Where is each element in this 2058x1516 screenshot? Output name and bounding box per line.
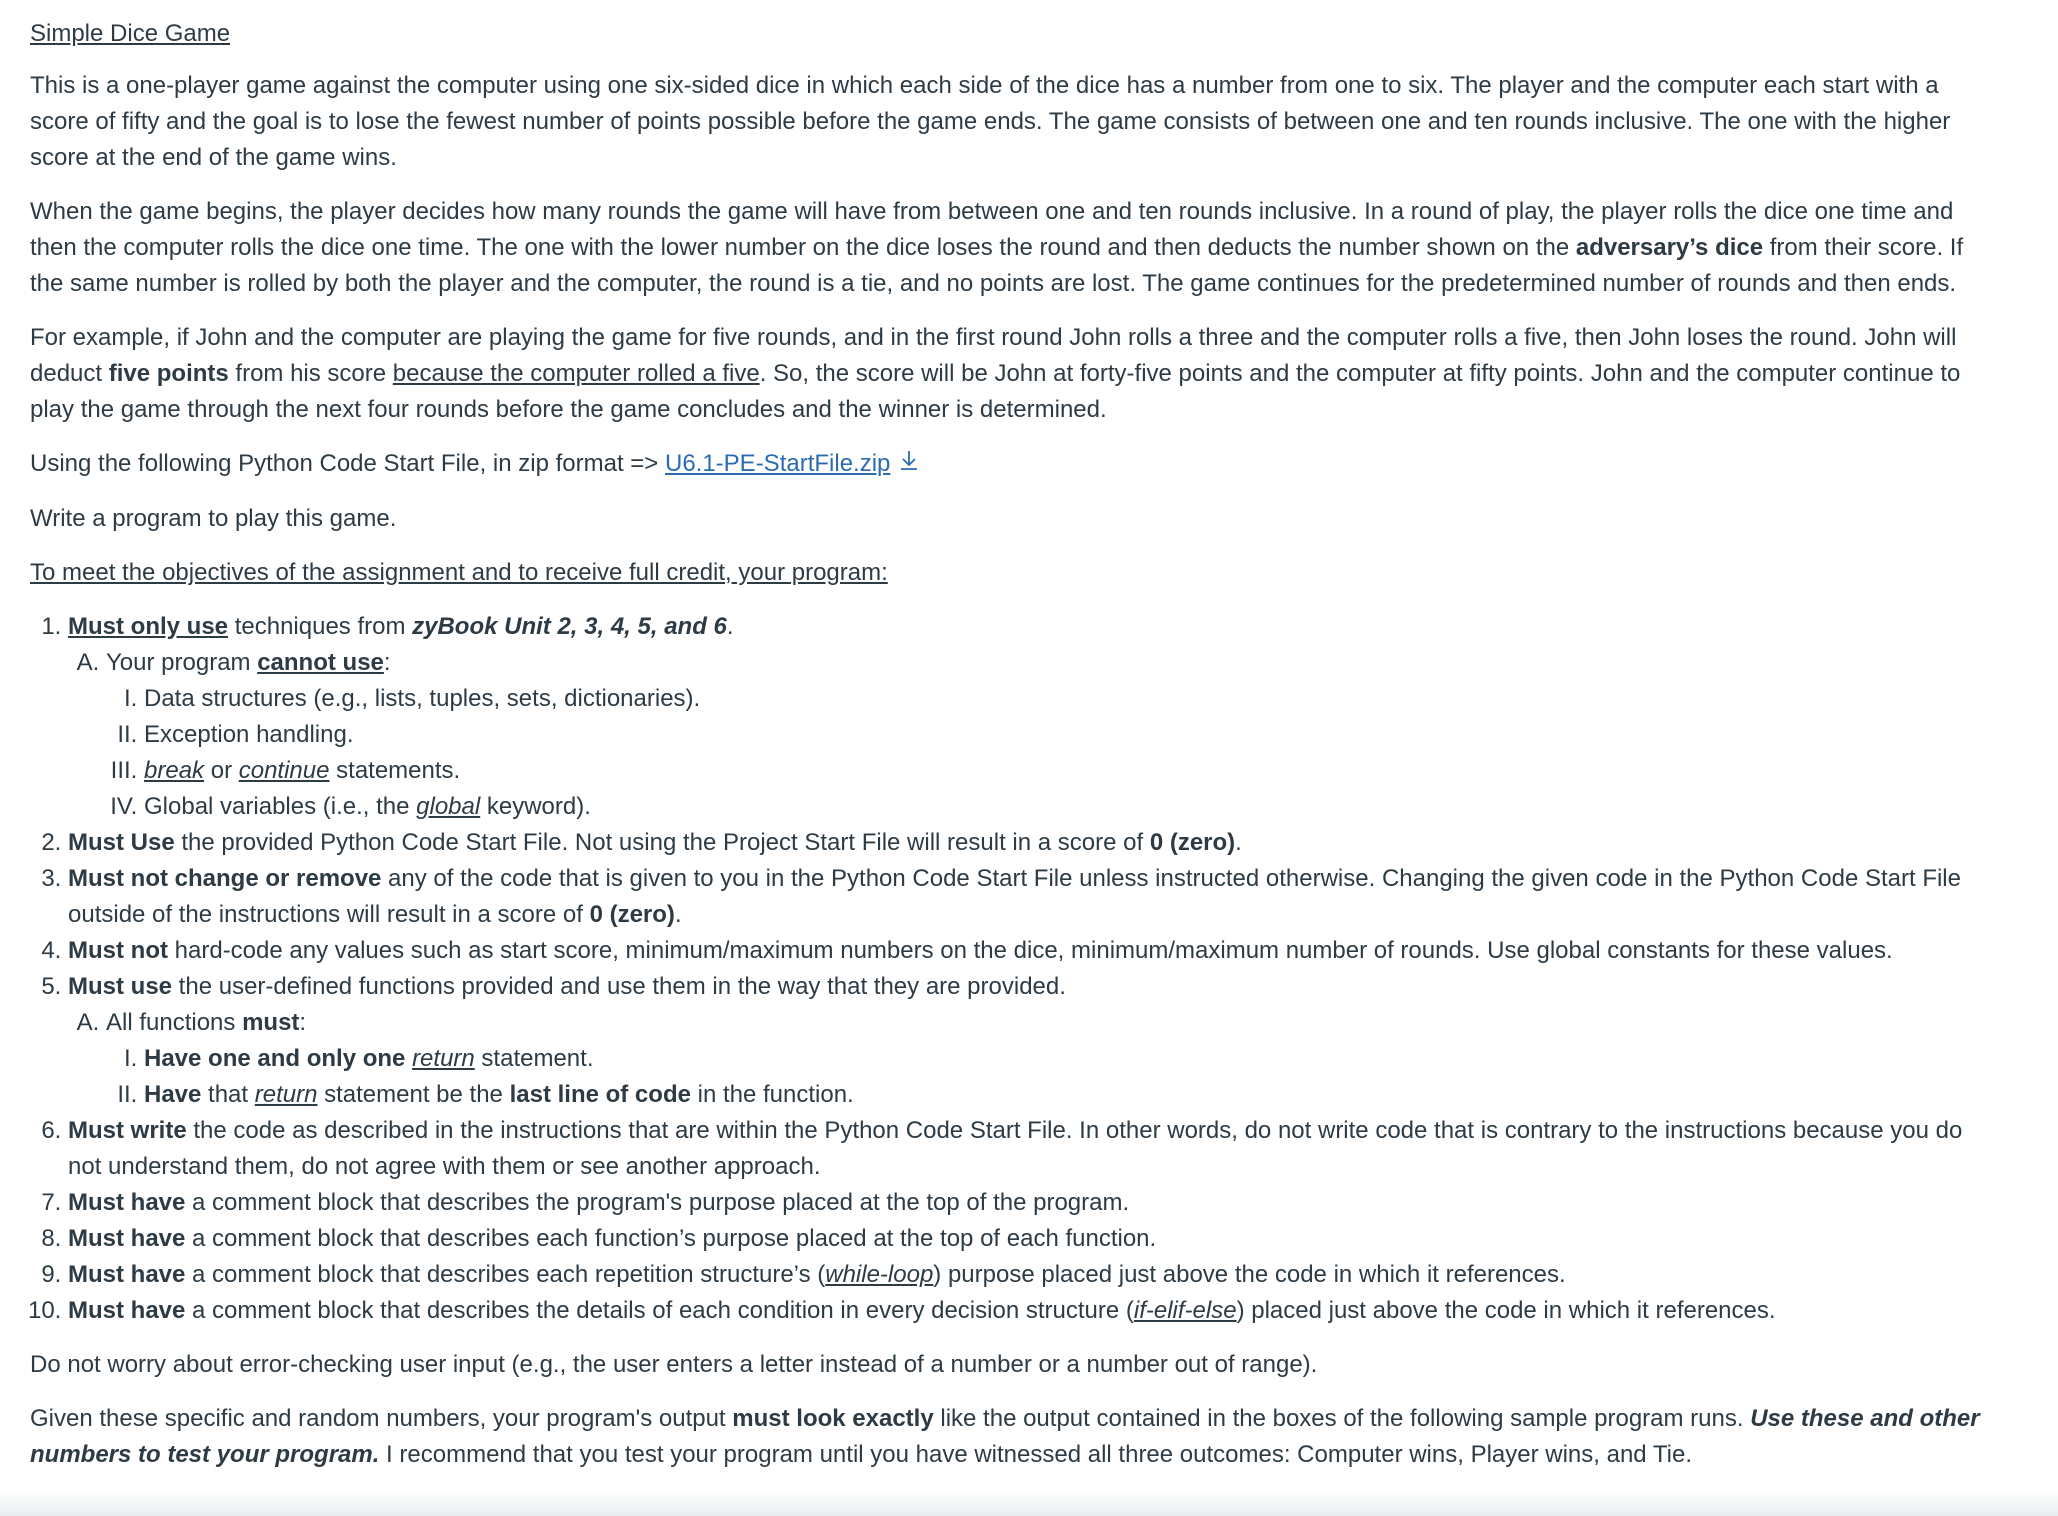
sub-sub-list <box>106 1041 1990 1113</box>
list-item <box>68 933 1990 969</box>
req-1a-text: Your program <box>106 648 258 676</box>
rules-paragraph <box>30 194 1990 302</box>
req-8-text: a comment block that describes each function’s purpose placed at the top of each function. <box>185 1224 1157 1252</box>
output-paragraph <box>30 1401 1990 1473</box>
start-file-text: Using the following Python Code Start File, in zip format => <box>30 450 665 477</box>
req-5a-bold: must <box>242 1008 300 1036</box>
sub-sub-list <box>106 681 1990 825</box>
output-bold-italic: Use these and other numbers to test your program. <box>30 1404 1980 1468</box>
list-item <box>144 789 1990 825</box>
global-keyword: global <box>416 792 481 820</box>
req-5a1-end: statement. <box>474 1044 594 1072</box>
list-item <box>68 1293 1990 1329</box>
start-file-paragraph <box>30 446 1990 483</box>
bottom-fade <box>0 1490 2058 1516</box>
req-5a1-bold: Have one and only one <box>144 1044 413 1072</box>
output-bold: must look exactly <box>732 1404 934 1432</box>
req-2-text: the provided Python Code Start File. Not using the Project Start File will result in a score of <box>174 828 1150 856</box>
write-program-paragraph: Write a program to play this game. <box>30 504 397 532</box>
req-1-bold: Must only use <box>68 612 229 640</box>
req-1a-end: : <box>383 648 391 676</box>
list-item: II. Exception handling. <box>144 717 1990 753</box>
return-keyword: return <box>412 1044 475 1072</box>
req-5a-end: : <box>299 1008 307 1036</box>
req-4-bold: Must not <box>68 936 168 964</box>
objectives-heading-text: To meet the objectives of the assignment and to receive full credit, your program: <box>30 558 888 586</box>
output-end: I recommend that you test your program until you have witnessed all three outcomes: Computer wins, Player wins, and Tie. <box>379 1440 1693 1468</box>
list-item <box>144 1077 1990 1113</box>
req-10-text: a comment block that describes the details of each condition in every decision structure ( <box>185 1296 1134 1324</box>
req-3-end: . <box>674 900 682 928</box>
start-file-link[interactable]: U6.1-PE-StartFile.zip <box>664 450 891 477</box>
req-2-zero: 0 (zero) <box>1149 828 1236 856</box>
req-9-bold: Must have <box>68 1260 186 1288</box>
req-7-text: a comment block that describes the program's purpose placed at the top of the program. <box>185 1188 1130 1216</box>
requirements-list <box>30 609 1990 1329</box>
req-5a2-end: in the function. <box>690 1080 854 1108</box>
break-keyword: break <box>144 756 205 784</box>
req-5-text: the user-defined functions provided and use them in the way that they are provided. <box>172 972 1066 1000</box>
req-1-end: . <box>726 612 734 640</box>
req-8-bold: Must have <box>68 1224 186 1252</box>
global-text: Global variables (i.e., the <box>144 792 417 820</box>
list-item <box>68 825 1990 861</box>
req-1a-bold: cannot use <box>257 648 384 676</box>
req-5a2-text: that <box>201 1080 255 1108</box>
rules-text-end: from their score. If the same number is rolled by both the player and the computer, the round is a tie, and no points are lost. The game continues for the predetermined number of rounds and then ends. <box>30 234 1964 297</box>
list-item <box>144 1041 1990 1077</box>
rules-text: When the game begins, the player decides how many rounds the game will have from between one and ten rounds inclusive. In a round of play, the player rolls the dice one time and then the computer rolls the dice one time. The one with the lower number on the dice loses the round and then deducts the number shown on the <box>30 198 1954 261</box>
req-10-bold: Must have <box>68 1296 186 1324</box>
list-item <box>68 861 1990 933</box>
req-5a2-text-2: statement be the <box>317 1080 510 1108</box>
output-text: Given these specific and random numbers, your program's output <box>30 1404 733 1432</box>
req-6-bold: Must write <box>68 1116 187 1144</box>
objectives-heading <box>30 555 1990 591</box>
req-5a2-bold-2: last line of code <box>509 1080 691 1108</box>
req-5-bold: Must use <box>68 972 173 1000</box>
if-elif-else-keyword: if-elif-else <box>1133 1296 1237 1324</box>
while-loop-keyword: while-loop <box>825 1260 934 1288</box>
intro-paragraph: This is a one-player game against the computer using one six-sided dice in which each side of the dice has a number from one to six. The player and the computer each start with a score of fifty and the goal is to lose the fewest number of points possible before the game ends. The game consists of between one and ten rounds inclusive. The one with the higher score at the end of the game wins. <box>30 72 1951 171</box>
req-1-units: zyBook Unit 2, 3, 4, 5, and 6 <box>412 612 727 640</box>
req-5a-text: All functions <box>106 1008 243 1036</box>
list-item <box>68 969 1990 1113</box>
req-9-text: a comment block that describes each repetition structure’s ( <box>185 1260 826 1288</box>
list-item: I. Data structures (e.g., lists, tuples, sets, dictionaries). <box>144 681 1990 717</box>
req-10-end: ) placed just above the code in which it references. <box>1236 1296 1776 1324</box>
example-underline: because the computer rolled a five <box>392 360 760 387</box>
global-end: keyword). <box>480 792 591 820</box>
example-text-end: . So, the score will be John at forty-five points and the computer at fifty points. John and the computer continue to play the game through the next four rounds before the game concludes and the winner is determined. <box>30 360 1961 423</box>
example-text-2: from his score <box>228 360 393 387</box>
statements-text: statements. <box>329 756 461 784</box>
list-item <box>144 753 1990 789</box>
example-paragraph <box>30 320 1990 428</box>
list-item <box>106 645 1990 825</box>
example-text: For example, if John and the computer are playing the game for five rounds, and in the first round John rolls a three and the computer rolls a five, then John loses the round. John will deduct <box>30 324 1957 387</box>
download-icon[interactable] <box>898 447 920 483</box>
error-check-paragraph: Do not worry about error-checking user input (e.g., the user enters a letter instead of a number or a number out of range). <box>30 1350 1318 1378</box>
list-item <box>68 1221 1990 1257</box>
list-item <box>68 1257 1990 1293</box>
output-text-2: like the output contained in the boxes of the following sample program runs. <box>933 1404 1751 1432</box>
req-2-bold: Must Use <box>68 828 175 856</box>
page-title: Simple Dice Game <box>30 20 231 47</box>
req-6-text: the code as described in the instructions that are within the Python Code Start File. In other words, do not write code that is contrary to the instructions because you do not understand them, do not agree with them or see another approach. <box>68 1116 1963 1180</box>
req-1-text: techniques from <box>228 612 413 640</box>
req-5a2-bold: Have <box>144 1080 202 1108</box>
req-3-zero: 0 (zero) <box>589 900 675 928</box>
list-item <box>68 1185 1990 1221</box>
sub-list <box>68 1005 1990 1113</box>
req-3-bold: Must not change or remove <box>68 864 382 892</box>
req-7-bold: Must have <box>68 1188 186 1216</box>
list-item <box>68 609 1990 825</box>
sub-list <box>68 645 1990 825</box>
req-9-end: ) purpose placed just above the code in which it references. <box>933 1260 1566 1288</box>
example-bold: five points <box>108 360 229 387</box>
list-item <box>106 1005 1990 1113</box>
req-3-text: any of the code that is given to you in the Python Code Start File unless instructed otherwise. Changing the given code in the Python Code Start File outside of the instructions will result in a score of <box>68 864 1961 928</box>
return-keyword: return <box>254 1080 318 1108</box>
req-2-end: . <box>1235 828 1242 856</box>
rules-bold: adversary’s dice <box>1575 234 1764 261</box>
or-text: or <box>204 756 239 784</box>
assignment-content <box>30 16 1990 1491</box>
list-item <box>68 1113 1990 1185</box>
continue-keyword: continue <box>238 756 330 784</box>
req-4-text: hard-code any values such as start score, minimum/maximum numbers on the dice, minimum/maximum number of rounds. Use global constants for these values. <box>167 936 1893 964</box>
